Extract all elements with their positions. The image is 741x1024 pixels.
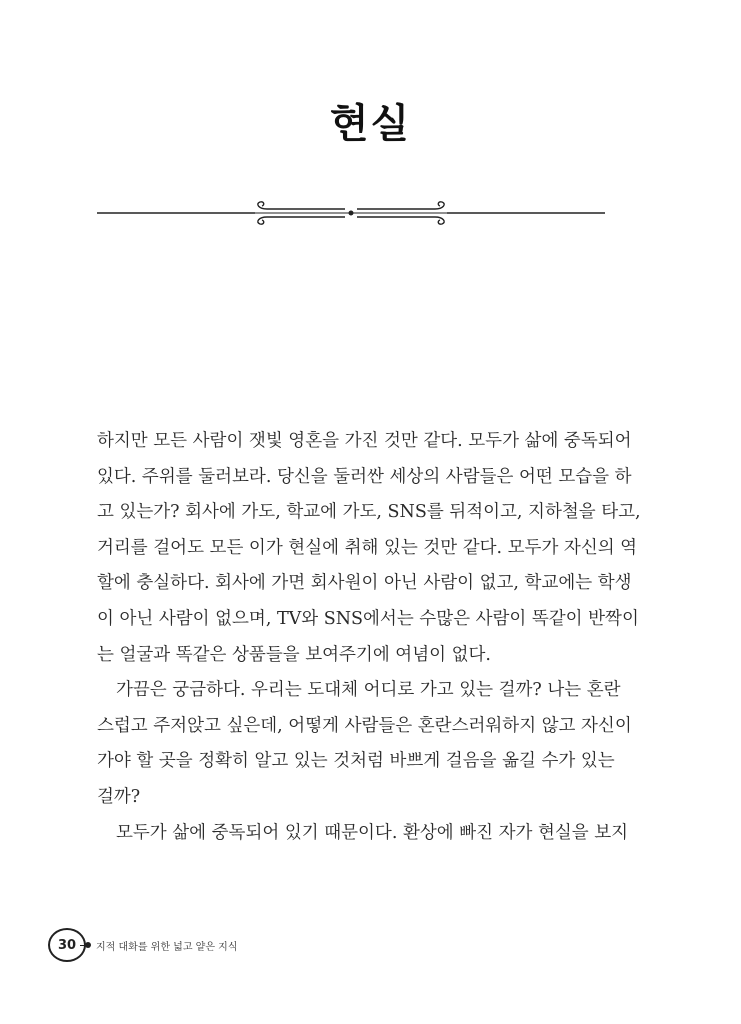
- text-line: 걸까?: [97, 786, 141, 807]
- ornamental-divider: [95, 198, 607, 228]
- text-line: 거리를 걸어도 모든 이가 현실에 취해 있는 것만 같다. 모두가 자신의 역: [97, 537, 638, 558]
- text-line: 모두가 삶에 중독되어 있기 때문이다. 환상에 빠진 자가 현실을 보지: [116, 822, 629, 843]
- bullet-dot-icon: [85, 942, 91, 948]
- text-line: 하지만 모든 사람이 잿빛 영혼을 가진 것만 같다. 모두가 삶에 중독되어: [97, 431, 632, 451]
- body-text: [97, 424, 641, 851]
- text-line: 가끔은 궁금하다. 우리는 도대체 어디로 가고 있는 걸까? 나는 혼란: [116, 680, 621, 701]
- text-line: 스럽고 주저앉고 싶은데, 어떻게 사람들은 혼란스러워하지 않고 자신이: [97, 715, 632, 736]
- text-line: 할에 충실하다. 회사에 가면 회사원이 아닌 사람이 없고, 학교에는 학생: [97, 573, 632, 594]
- text-line: 가야 할 곳을 정확히 알고 있는 것처럼 바쁘게 걸음을 옮길 수가 있는: [97, 751, 615, 772]
- text-line: 이 아닌 사람이 없으며, TV와 SNS에서는 수많은 사람이 똑같이 반짝이: [97, 608, 639, 629]
- running-book-title: 지적 대화를 위한 넓고 얕은 지식: [96, 941, 238, 953]
- text-line: 는 얼굴과 똑같은 상품들을 보여주기에 여념이 없다.: [97, 644, 491, 665]
- page-footer: [48, 928, 237, 962]
- text-line: 고 있는가? 회사에 가도, 학교에 가도, SNS를 뒤적이고, 지하철을 타고,: [97, 502, 641, 523]
- chapter-title: 현실: [329, 101, 412, 147]
- page-number: 30: [48, 928, 86, 962]
- text-line: 있다. 주위를 둘러보라. 당신을 둘러싼 세상의 사람들은 어떤 모습을 하: [97, 466, 632, 487]
